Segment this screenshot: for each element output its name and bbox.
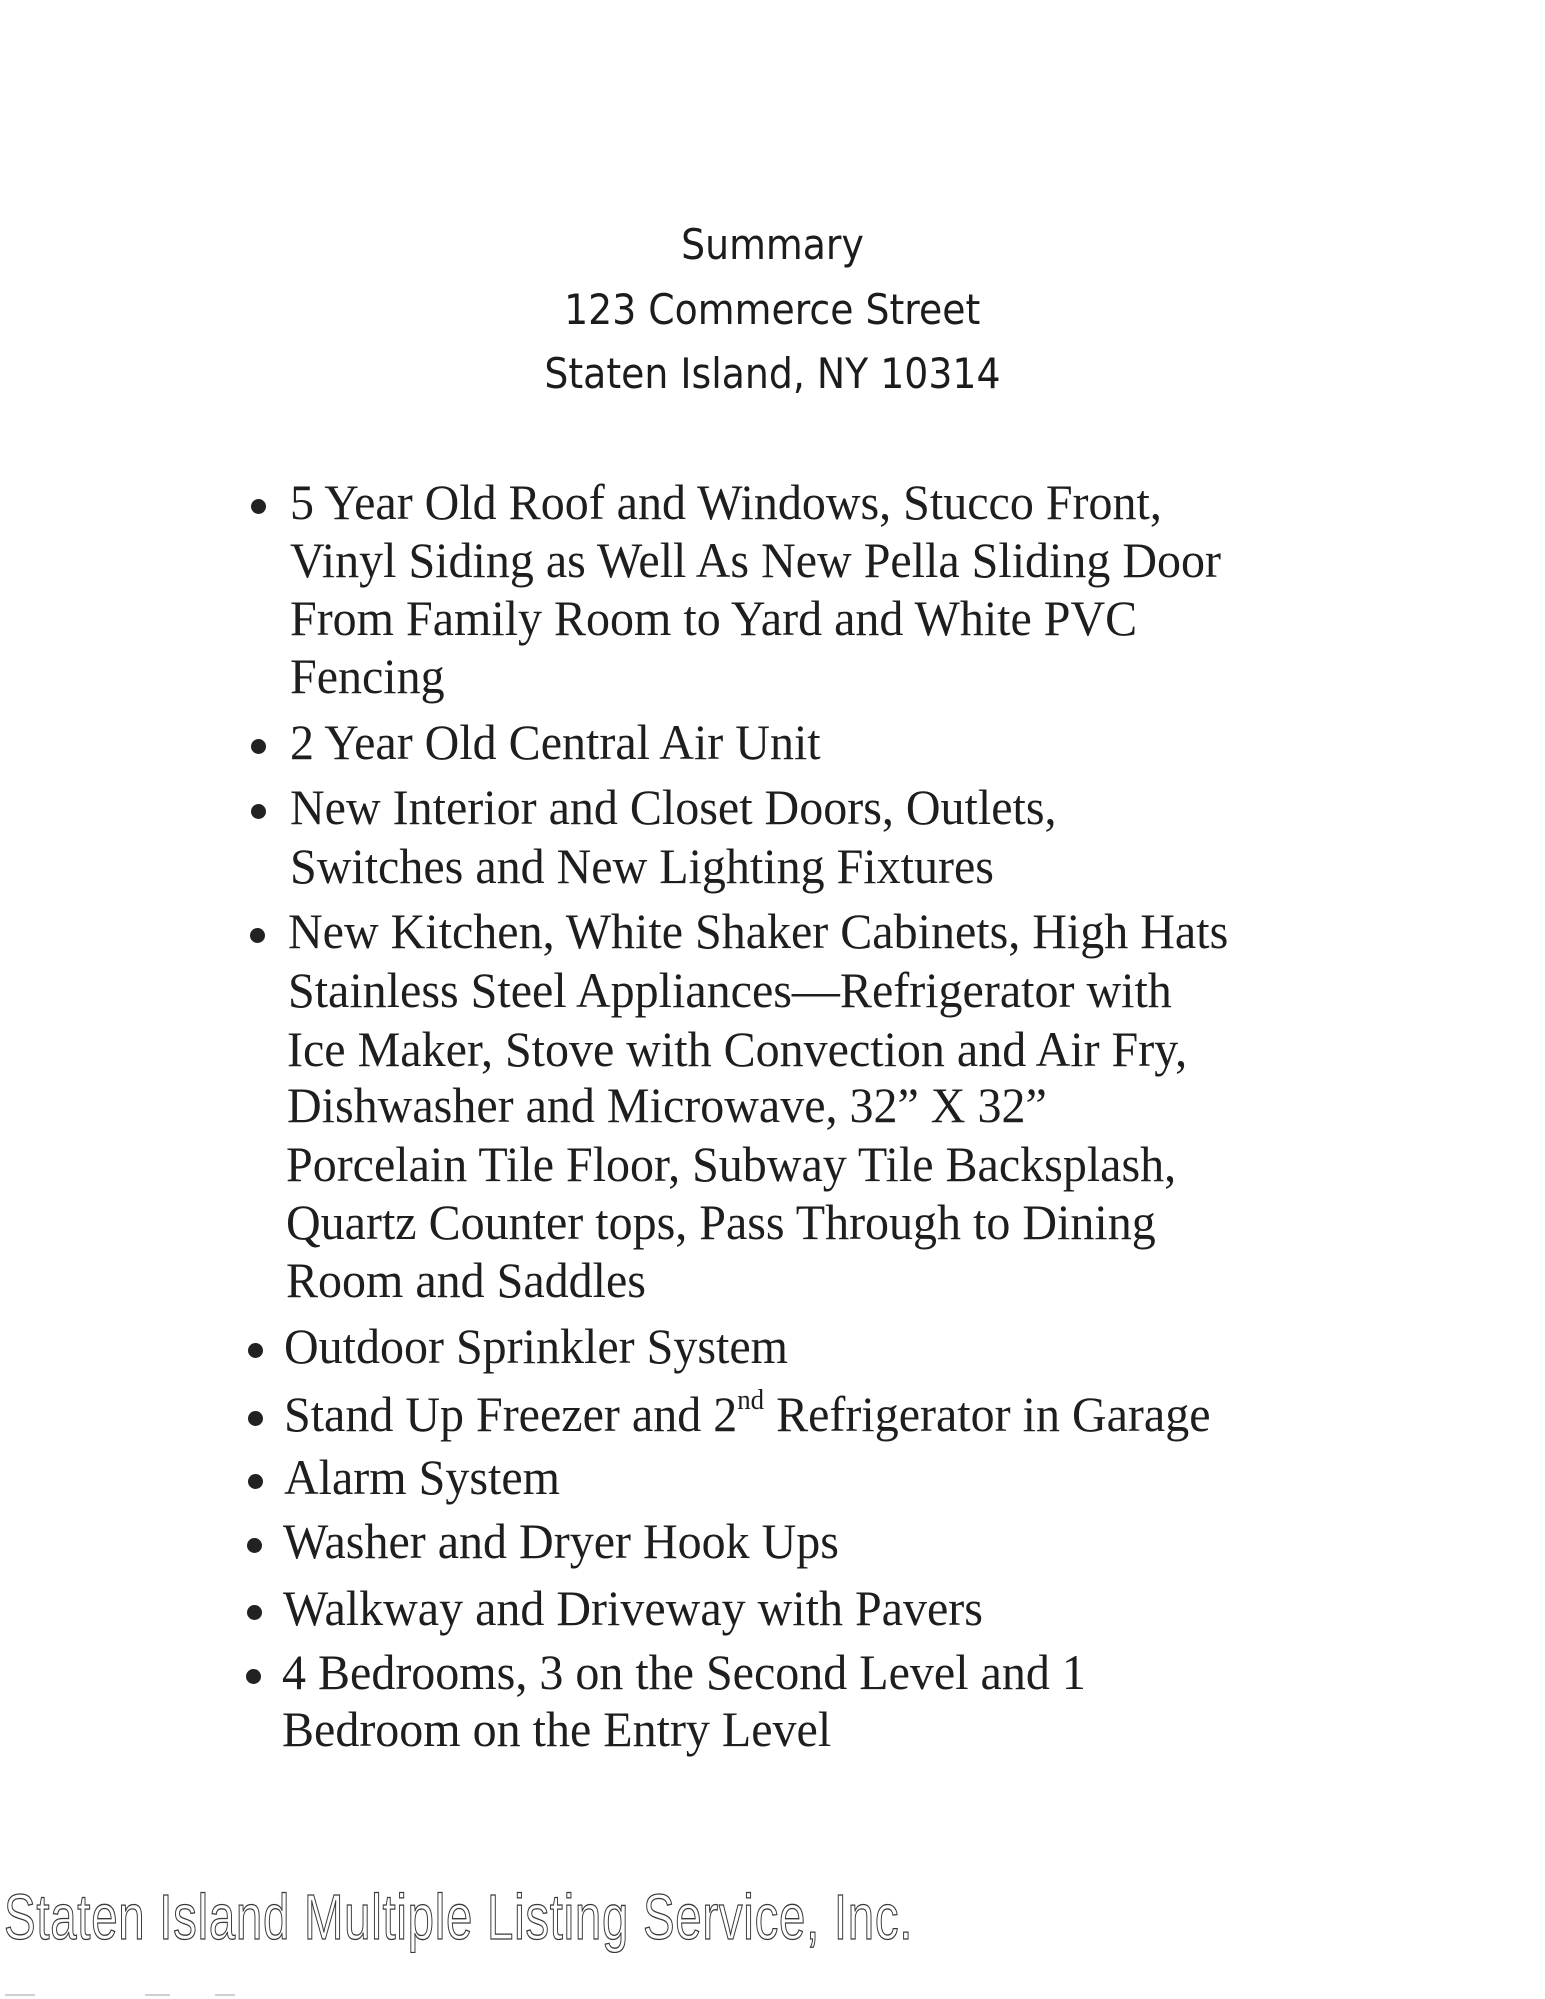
scan-artifact: [215, 1994, 235, 1996]
bullet-icon: [251, 739, 266, 754]
ordinal-superscript: nd: [737, 1385, 765, 1416]
feature-line: Switches and New Lighting Fixtures: [290, 838, 994, 894]
feature-line: Vinyl Siding as Well As New Pella Sliding Door: [290, 532, 1222, 588]
mls-watermark: Staten Island Multiple Listing Service, Inc.: [4, 1881, 914, 1953]
feature-line: Dishwasher and Microwave, 32” X 32”: [287, 1077, 1047, 1133]
feature-line-text: Stand Up Freezer and 2: [284, 1386, 738, 1442]
feature-line: 2 Year Old Central Air Unit: [290, 714, 821, 770]
feature-line: 5 Year Old Roof and Windows, Stucco Front,: [290, 474, 1162, 530]
scan-artifact: [5, 1994, 35, 1996]
address-line-2: [0, 349, 1545, 398]
feature-line: Washer and Dryer Hook Ups: [283, 1513, 839, 1569]
address-line-1-text: 123 Commerce Street: [564, 285, 981, 334]
bullet-icon: [250, 928, 265, 943]
feature-line: Porcelain Tile Floor, Subway Tile Backsplash,: [286, 1136, 1177, 1192]
address-line-1: [0, 285, 1545, 334]
bullet-icon: [248, 1474, 263, 1489]
feature-line: Quartz Counter tops, Pass Through to Dining: [286, 1194, 1156, 1250]
scan-artifact: [145, 1994, 170, 1996]
feature-line: [284, 1385, 1211, 1442]
feature-line-text: Refrigerator in Garage: [764, 1386, 1211, 1442]
feature-line: From Family Room to Yard and White PVC: [290, 590, 1138, 646]
feature-line: Fencing: [290, 648, 445, 704]
feature-line: Outdoor Sprinkler System: [284, 1318, 788, 1374]
feature-line: New Interior and Closet Doors, Outlets,: [290, 779, 1057, 835]
feature-line: Walkway and Driveway with Pavers: [283, 1580, 983, 1636]
summary-title: [0, 220, 1545, 269]
feature-line: New Kitchen, White Shaker Cabinets, High Hats: [288, 903, 1229, 959]
bullet-icon: [248, 1411, 263, 1426]
address-line-2-text: Staten Island, NY 10314: [544, 349, 1001, 398]
feature-line: Ice Maker, Stove with Convection and Air Fry,: [287, 1021, 1188, 1077]
bullet-icon: [246, 1669, 261, 1684]
feature-line: Stainless Steel Appliances—Refrigerator with: [288, 962, 1172, 1018]
bullet-icon: [248, 1343, 263, 1358]
feature-line: Bedroom on the Entry Level: [282, 1701, 832, 1757]
feature-line: Alarm System: [284, 1449, 560, 1505]
bullet-icon: [247, 1605, 262, 1620]
feature-line: Room and Saddles: [286, 1252, 646, 1308]
bullet-icon: [247, 1538, 262, 1553]
bullet-icon: [251, 804, 266, 819]
bullet-icon: [251, 499, 266, 514]
summary-title-text: Summary: [681, 220, 864, 269]
feature-line: 4 Bedrooms, 3 on the Second Level and 1: [282, 1644, 1086, 1700]
